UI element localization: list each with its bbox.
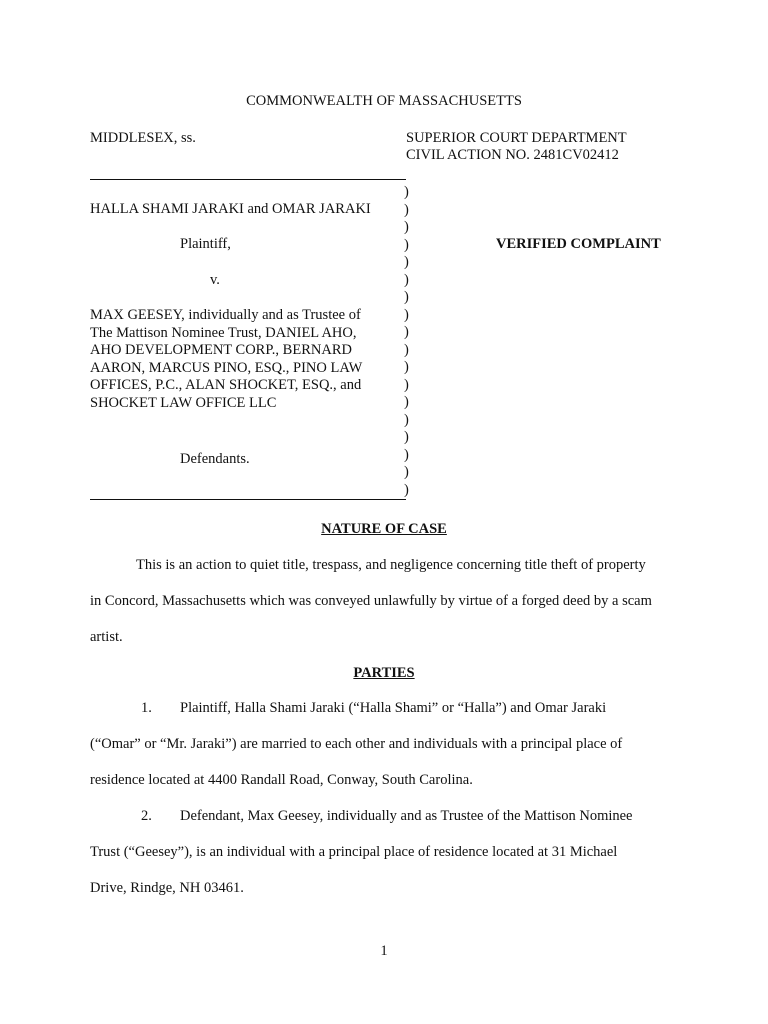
nature-line: in Concord, Massachusetts which was conveyed unlawfully by virtue of a forged deed by a scam [90,593,652,609]
defendants-names [90,307,400,412]
caption-paren: ) [404,324,409,340]
caption-paren: ) [404,429,409,445]
caption-paren: ) [404,254,409,270]
defendants-line: MAX GEESEY, individually and as Trustee of [90,307,361,323]
plaintiffs-names: HALLA SHAMI JARAKI and OMAR JARAKI [90,201,371,217]
defendants-line: AARON, MARCUS PINO, ESQ., PINO LAW [90,359,363,376]
caption-paren: ) [404,341,409,358]
caption-paren: ) [404,376,409,393]
caption-paren: ) [404,289,409,305]
paragraph-line: (“Omar” or “Mr. Jaraki”) are married to each other and individuals with a principal place of [90,736,623,752]
page-number: 1 [380,943,388,959]
commonwealth-heading: COMMONWEALTH OF MASSACHUSETTS [246,93,522,109]
court-department: SUPERIOR COURT DEPARTMENT [406,130,627,146]
caption-paren: ) [404,481,409,498]
caption-paren: ) [404,236,409,253]
county-venue: MIDDLESEX, ss. [90,130,196,146]
versus-label: v. [210,272,220,288]
defendants-label: Defendants. [180,451,250,467]
caption-paren: ) [404,394,409,410]
paragraph-line: residence located at 4400 Randall Road, Conway, South Carolina. [90,772,473,788]
defendants-line: The Mattison Nominee Trust, DANIEL AHO, [90,324,357,341]
defendants-line: SHOCKET LAW OFFICE LLC [90,394,277,411]
caption-paren: ) [404,184,409,200]
civil-action-number: CIVIL ACTION NO. 2481CV02412 [406,147,619,163]
plaintiff-label: Plaintiff, [180,236,231,252]
caption-paren: ) [404,411,409,428]
caption-parenthesis-column [404,184,414,499]
paragraph-number: 2. [141,808,152,824]
parties-heading: PARTIES [353,665,415,681]
defendants-line: AHO DEVELOPMENT CORP., BERNARD [90,342,352,358]
paragraph-number: 1. [141,700,152,716]
caption-paren: ) [404,201,409,218]
nature-of-case-heading: NATURE OF CASE [321,521,447,537]
paragraph-line: Drive, Rindge, NH 03461. [90,880,244,896]
caption-paren: ) [404,359,409,375]
complaint-title: VERIFIED COMPLAINT [496,236,661,252]
caption-rule-bottom [90,499,406,500]
paragraph-line: Trust (“Geesey”), is an individual with a principal place of residence located at 31 Michael [90,844,618,860]
caption-paren: ) [404,306,409,323]
paragraph-line: Defendant, Max Geesey, individually and as Trustee of the Mattison Nominee [180,808,633,824]
nature-line: artist. [90,629,123,645]
caption-rule-top [90,179,406,180]
defendants-line: OFFICES, P.C., ALAN SHOCKET, ESQ., and [90,377,362,393]
caption-paren: ) [404,219,409,235]
paragraph-line: Plaintiff, Halla Shami Jaraki (“Halla Shami” or “Halla”) and Omar Jaraki [180,700,607,716]
nature-line: This is an action to quiet title, trespass, and negligence concerning title theft of property [136,557,646,573]
caption-paren: ) [404,446,409,463]
caption-paren: ) [404,464,409,480]
caption-paren: ) [404,271,409,288]
